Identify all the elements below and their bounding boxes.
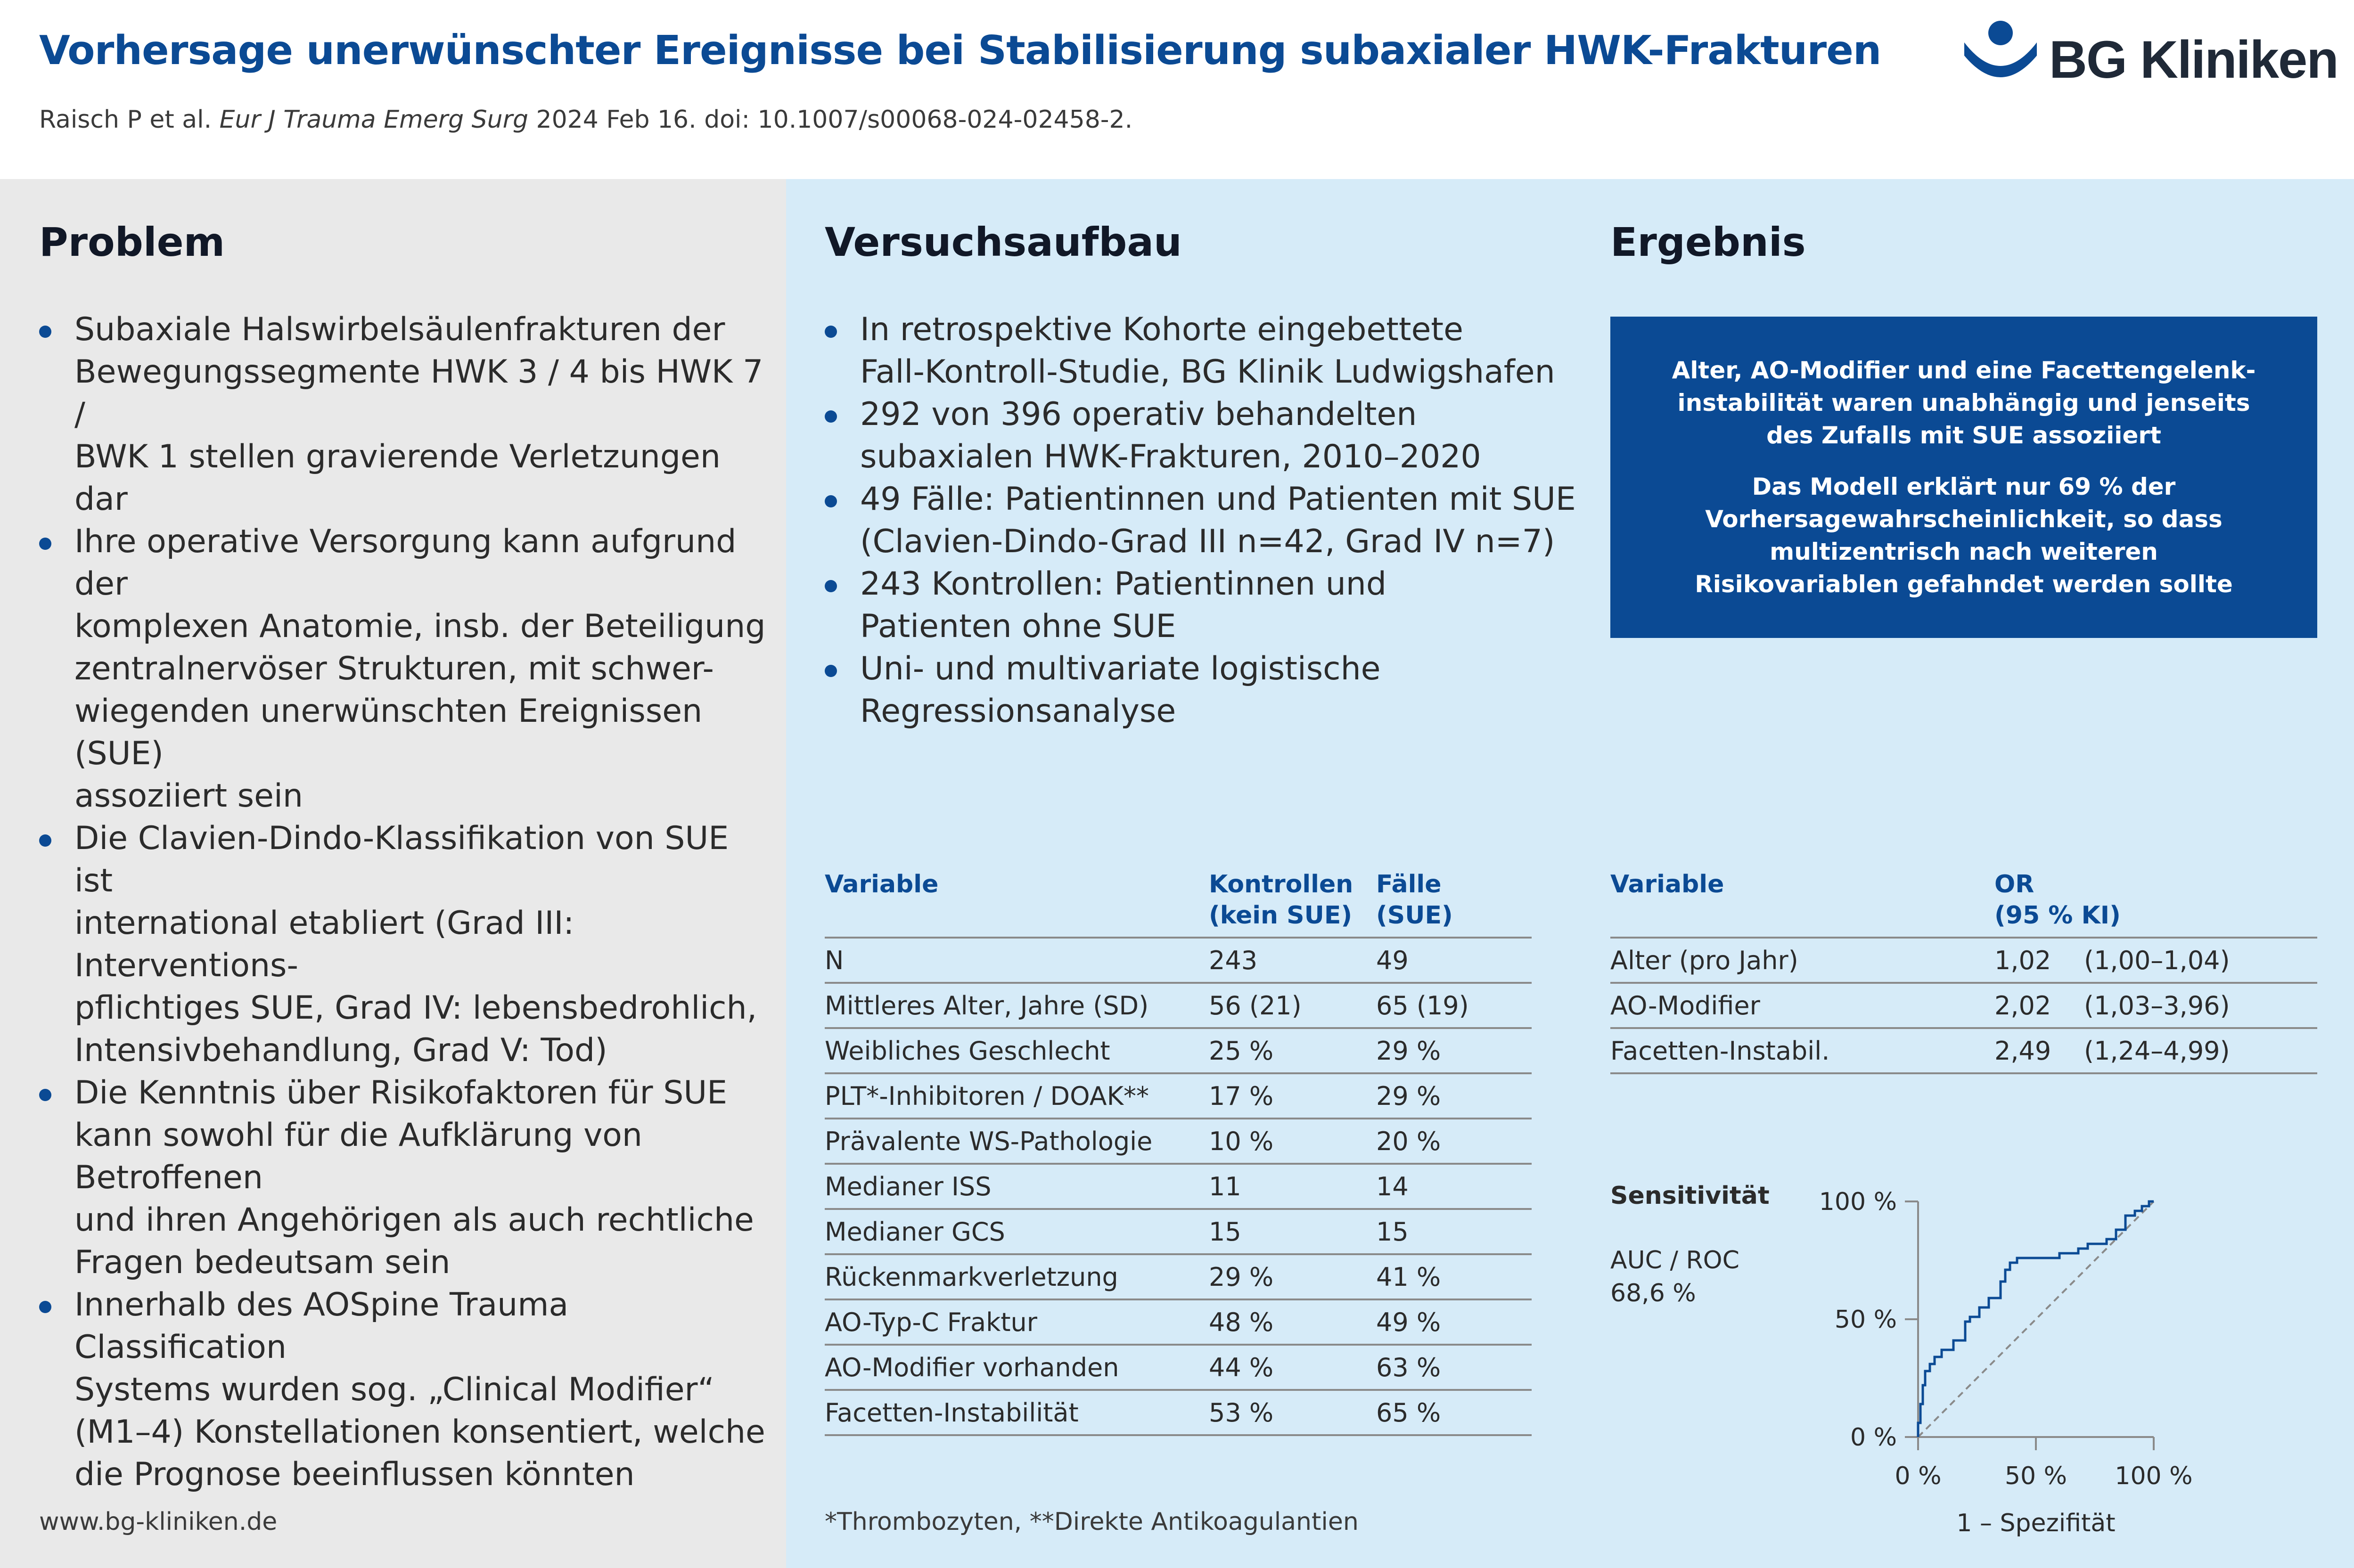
problem-bullet-line: Innerhalb des AOSpine Trauma Classification — [74, 1286, 569, 1366]
design-bullet — [825, 648, 1579, 733]
table-cell: AO-Typ-C Fraktur — [825, 1299, 1209, 1345]
table-cell: 15 — [1209, 1209, 1376, 1254]
table-cell: Facetten-Instabilität — [825, 1390, 1209, 1435]
auc-label: AUC / ROC — [1610, 1246, 1739, 1274]
table-cell: 14 — [1376, 1164, 1532, 1209]
problem-bullet — [39, 817, 774, 1072]
problem-bullet-line: international etabliert (Grad III: Interventions- — [74, 905, 574, 984]
table-cell: 53 % — [1209, 1390, 1376, 1435]
table-row — [1610, 938, 2317, 983]
table-cell: Prävalente WS-Pathologie — [825, 1119, 1209, 1164]
design-bullet-line: (Clavien-Dindo-Grad III n=42, Grad IV n=7) — [860, 523, 1555, 560]
bullet-dot-icon — [39, 538, 51, 550]
design-bullet-line: Patienten ohne SUE — [860, 608, 1176, 645]
table-row — [825, 938, 1532, 983]
roc-chart — [1791, 1168, 2234, 1545]
auc-value: 68,6 % — [1610, 1279, 1696, 1307]
citation — [39, 106, 1132, 134]
problem-bullet-line: Systems wurden sog. „Clinical Modifier“ — [74, 1371, 714, 1408]
problem-bullet-line: komplexen Anatomie, insb. der Beteiligung — [74, 608, 766, 645]
design-bullet-line: Uni- und multivariate logistische — [860, 650, 1381, 687]
table-cell: Medianer ISS — [825, 1164, 1209, 1209]
table-row — [825, 1299, 1532, 1345]
table-cell: (1,24–4,99) — [2065, 1028, 2317, 1073]
problem-bullet-line: kann sowohl für die Aufklärung von Betroffenen — [74, 1117, 643, 1196]
problem-bullet-line: die Prognose beeinflussen könnten — [74, 1456, 635, 1493]
roc-reference-line — [1918, 1201, 2154, 1437]
design-bullet — [825, 309, 1579, 393]
table-row — [825, 1028, 1532, 1073]
table-cell: Mittleres Alter, Jahre (SD) — [825, 983, 1209, 1028]
problem-bullet-line: und ihren Angehörigen als auch rechtliche — [74, 1201, 754, 1239]
bullet-dot-icon — [39, 1089, 51, 1101]
bullet-dot-icon — [39, 326, 51, 338]
design-bullet-line: 292 von 396 operativ behandelten — [860, 396, 1417, 433]
problem-bullet-line: Fragen bedeutsam sein — [74, 1244, 451, 1281]
table-cell: 29 % — [1376, 1028, 1532, 1073]
table-cell: AO-Modifier vorhanden — [825, 1345, 1209, 1390]
table-cell: 65 % — [1376, 1390, 1532, 1435]
problem-bullet-line: pflichtiges SUE, Grad IV: lebensbedrohlich, — [74, 989, 757, 1027]
table-row — [825, 1164, 1532, 1209]
table-row — [825, 1390, 1532, 1435]
problem-bullet — [39, 521, 774, 817]
table-cell: 63 % — [1376, 1345, 1532, 1390]
header-variable: Variable — [825, 869, 1209, 938]
design-table-header — [825, 869, 1532, 938]
bullet-dot-icon — [825, 665, 837, 677]
header-variable: Variable — [1610, 869, 1994, 938]
logo-mark-icon — [1960, 19, 2041, 90]
design-bullet-line: 49 Fälle: Patientinnen und Patienten mit SUE — [860, 481, 1576, 518]
table-cell: 41 % — [1376, 1254, 1532, 1299]
table-row — [825, 1209, 1532, 1254]
design-bullet — [825, 393, 1579, 478]
problem-bullet-line: Subaxiale Halswirbelsäulenfrakturen der — [74, 311, 725, 348]
table-cell: PLT*-Inhibitoren / DOAK** — [825, 1073, 1209, 1119]
table-cell: 2,02 — [1994, 983, 2065, 1028]
design-bullet-line: 243 Kontrollen: Patientinnen und — [860, 565, 1387, 603]
problem-bullet-line: Ihre operative Versorgung kann aufgrund der — [74, 523, 737, 603]
problem-bullet-line: wiegenden unerwünschten Ereignissen (SUE) — [74, 693, 703, 772]
bullet-dot-icon — [39, 1301, 51, 1313]
result-summary-1: Alter, AO-Modifier und eine Facettengelenk-instabilität waren unabhängig und jenseits des Zufalls mit SUE assoziiert — [1672, 357, 2256, 449]
table-cell: 10 % — [1209, 1119, 1376, 1164]
problem-bullet-line: Die Clavien-Dindo-Klassifikation von SUE ist — [74, 820, 729, 899]
table-cell: AO-Modifier — [1610, 983, 1994, 1028]
table-cell: 20 % — [1376, 1119, 1532, 1164]
problem-list — [39, 309, 774, 1496]
design-bullet-line: Fall-Kontroll-Studie, BG Klinik Ludwigshafen — [860, 353, 1555, 391]
result-summary-box — [1610, 317, 2317, 638]
bg-kliniken-logo — [1960, 19, 2338, 90]
website-link[interactable]: www.bg-kliniken.de — [39, 1508, 278, 1536]
problem-title: Problem — [39, 219, 225, 265]
design-bullet-line: subaxialen HWK-Frakturen, 2010–2020 — [860, 438, 1481, 475]
design-bullet-line: In retrospektive Kohorte eingebettete — [860, 311, 1463, 348]
problem-bullet-line: Bewegungssegmente HWK 3 / 4 bis HWK 7 / — [74, 353, 763, 433]
table-cell: N — [825, 938, 1209, 983]
table-row — [825, 1119, 1532, 1164]
table-cell: 44 % — [1209, 1345, 1376, 1390]
design-bullet — [825, 563, 1579, 648]
problem-bullet — [39, 309, 774, 521]
design-list — [825, 309, 1579, 733]
footnote: *Thrombozyten, **Direkte Antikoagulantien — [825, 1508, 1359, 1536]
citation-details: 2024 Feb 16. doi: 10.1007/s00068-024-02458-2. — [536, 106, 1133, 134]
odds-ratio-table-header — [1610, 869, 2317, 938]
table-cell: (1,00–1,04) — [2065, 938, 2317, 983]
table-cell: 25 % — [1209, 1028, 1376, 1073]
table-row — [825, 1345, 1532, 1390]
table-row — [1610, 983, 2317, 1028]
header-faelle: Fälle (SUE) — [1376, 869, 1532, 938]
table-cell: Medianer GCS — [825, 1209, 1209, 1254]
table-cell: Rückenmarkverletzung — [825, 1254, 1209, 1299]
header-kontrollen: Kontrollen (kein SUE) — [1209, 869, 1376, 938]
table-cell: 15 — [1376, 1209, 1532, 1254]
table-cell: Alter (pro Jahr) — [1610, 938, 1994, 983]
table-cell: 2,49 — [1994, 1028, 2065, 1073]
table-cell: 29 % — [1376, 1073, 1532, 1119]
table-cell: 11 — [1209, 1164, 1376, 1209]
table-row — [825, 983, 1532, 1028]
bullet-dot-icon — [825, 580, 837, 592]
roc-y-axis-title: Sensitivität — [1610, 1182, 1770, 1210]
design-bullet — [825, 478, 1579, 563]
problem-bullet-line: zentralnervöser Strukturen, mit schwer- — [74, 650, 714, 687]
design-table — [825, 869, 1532, 1436]
roc-ticks — [1819, 1188, 2193, 1537]
odds-ratio-table — [1610, 869, 2317, 1074]
problem-bullet-line: Intensivbehandlung, Grad V: Tod) — [74, 1032, 607, 1069]
table-cell: 1,02 — [1994, 938, 2065, 983]
table-cell: 49 % — [1376, 1299, 1532, 1345]
roc-auc — [1610, 1244, 1739, 1310]
roc-y-tick-label: 0 % — [1850, 1423, 1897, 1452]
table-cell: 48 % — [1209, 1299, 1376, 1345]
page-title: Vorhersage unerwünschter Ereignisse bei Stabilisierung subaxialer HWK-Frakturen — [39, 27, 1881, 74]
problem-bullet-line: assoziiert sein — [74, 777, 303, 815]
roc-lines — [1918, 1201, 2154, 1437]
table-cell: 49 — [1376, 938, 1532, 983]
result-title: Ergebnis — [1610, 219, 1806, 265]
table-row — [825, 1254, 1532, 1299]
header — [0, 0, 2354, 179]
table-row — [825, 1073, 1532, 1119]
roc-x-axis-title: 1 – Spezifität — [1956, 1509, 2116, 1537]
roc-x-tick-label: 100 % — [2115, 1462, 2193, 1490]
table-cell: (1,03–3,96) — [2065, 983, 2317, 1028]
roc-x-tick-label: 0 % — [1895, 1462, 1942, 1490]
problem-bullet-line: (M1–4) Konstellationen konsentiert, welche — [74, 1413, 765, 1451]
citation-journal: Eur J Trauma Emerg Surg — [219, 106, 528, 134]
table-cell: 65 (19) — [1376, 983, 1532, 1028]
table-cell: 29 % — [1209, 1254, 1376, 1299]
table-cell: 56 (21) — [1209, 983, 1376, 1028]
roc-y-tick-label: 50 % — [1834, 1306, 1897, 1334]
citation-authors: Raisch P et al. — [39, 106, 212, 134]
problem-bullet — [39, 1072, 774, 1284]
design-bullet-line: Regressionsanalyse — [860, 693, 1176, 730]
roc-x-tick-label: 50 % — [2004, 1462, 2067, 1490]
bullet-dot-icon — [825, 495, 837, 507]
table-cell: 17 % — [1209, 1073, 1376, 1119]
problem-bullet-line: Die Kenntnis über Risikofaktoren für SUE — [74, 1074, 728, 1111]
bullet-dot-icon — [39, 834, 51, 847]
header-or: OR (95 % KI) — [1994, 869, 2317, 938]
table-row — [1610, 1028, 2317, 1073]
table-cell: 243 — [1209, 938, 1376, 983]
table-cell: Facetten-Instabil. — [1610, 1028, 1994, 1073]
problem-bullet — [39, 1284, 774, 1496]
roc-y-tick-label: 100 % — [1819, 1188, 1897, 1216]
result-summary-2: Das Modell erklärt nur 69 % der Vorhersagewahrscheinlichkeit, so dass multizentrisch nach weiteren Risikovariablen gefahndet werden sollte — [1695, 473, 2233, 598]
logo-text: BG Kliniken — [2049, 30, 2338, 89]
problem-bullet-line: BWK 1 stellen gravierende Verletzungen dar — [74, 438, 721, 518]
table-cell: Weibliches Geschlecht — [825, 1028, 1209, 1073]
bullet-dot-icon — [825, 326, 837, 338]
design-title: Versuchsaufbau — [825, 219, 1182, 265]
bullet-dot-icon — [825, 410, 837, 423]
